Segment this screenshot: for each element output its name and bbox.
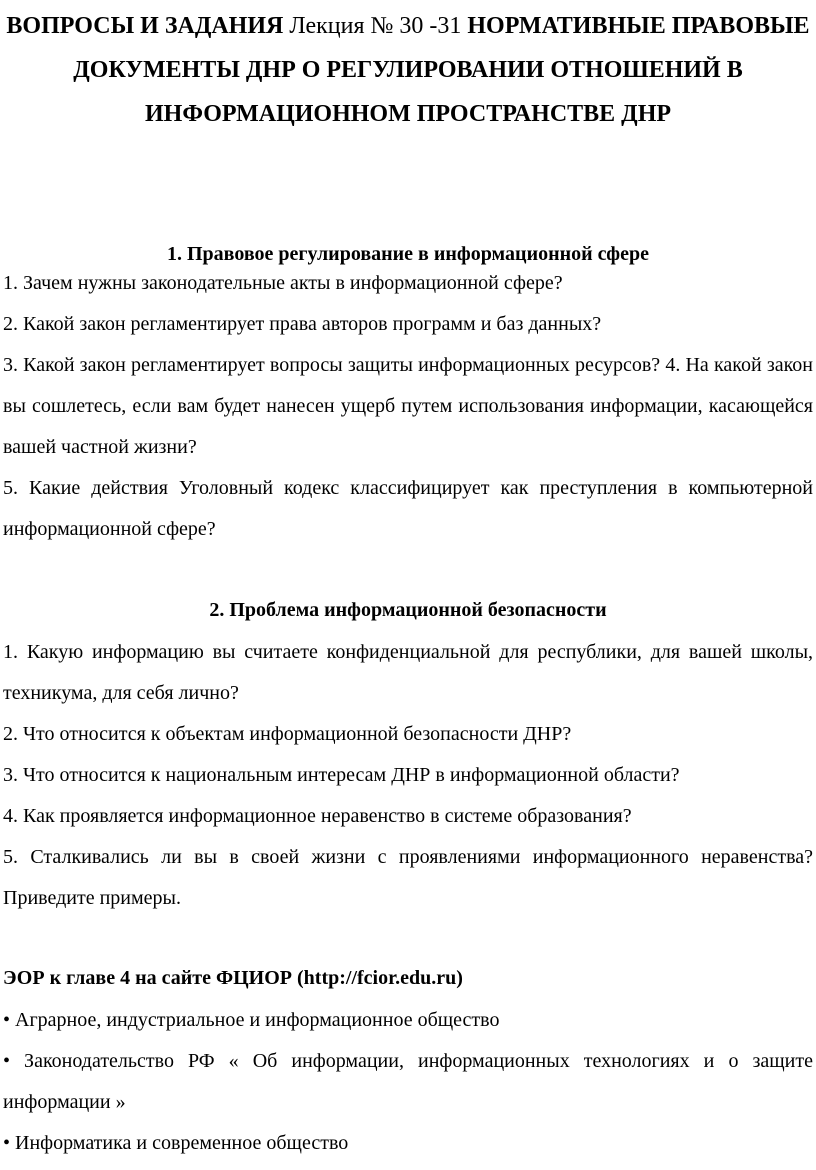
section2-question-4: 4. Как проявляется информационное неравенство в системе образования? xyxy=(3,805,632,827)
eor-item-2: • Законодательство РФ « Об информации, информационных технологиях и о защите информации » xyxy=(3,1050,813,1113)
section2-heading: 2. Проблема информационной безопасности xyxy=(209,599,607,621)
section1-question-3-4: 3. Какой закон регламентирует вопросы защиты информационных ресурсов? 4. На какой закон вы сошлетесь, если вам будет нанесен ущерб путем использования информации, касающейся вашей частной жизни? xyxy=(3,354,813,458)
lecture-number: Лекция № 30 -31 xyxy=(289,13,462,39)
section1-question-5: 5. Какие действия Уголовный кодекс классифицирует как преступления в компьютерной информационной сфере? xyxy=(3,477,813,540)
section2-question-2: 2. Что относится к объектам информационной безопасности ДНР? xyxy=(3,723,572,745)
eor-item-3: • Информатика и современное общество xyxy=(3,1132,349,1154)
section2-question-5: 5. Сталкивались ли вы в своей жизни с проявлениями информационного неравенства? Приведите примеры. xyxy=(3,846,813,909)
eor-item-1: • Аграрное, индустриальное и информационное общество xyxy=(3,1009,500,1031)
section1-heading: 1. Правовое регулирование в информационной сфере xyxy=(166,243,649,265)
section1-question-2: 2. Какой закон регламентирует права авторов программ и баз данных? xyxy=(3,313,602,335)
title-prefix: ВОПРОСЫ И ЗАДАНИЯ xyxy=(6,13,284,39)
document-title xyxy=(0,4,816,136)
section2-question-3: 3. Что относится к национальным интересам ДНР в информационной области? xyxy=(3,764,680,786)
section2-question-1: 1. Какую информацию вы считаете конфиденциальной для республики, для вашей школы, техникума, для себя лично? xyxy=(3,641,813,704)
eor-heading: ЭОР к главе 4 на сайте ФЦИОР (http://fcior.edu.ru) xyxy=(3,967,463,989)
title-main: НОРМАТИВНЫЕ ПРАВОВЫЕ ДОКУМЕНТЫ ДНР О РЕГУЛИРОВАНИИ ОТНОШЕНИЙ В ИНФОРМАЦИОННОМ ПРОСТРАНСТВЕ ДНР xyxy=(73,13,810,127)
section1-question-1: 1. Зачем нужны законодательные акты в информационной сфере? xyxy=(3,272,563,294)
